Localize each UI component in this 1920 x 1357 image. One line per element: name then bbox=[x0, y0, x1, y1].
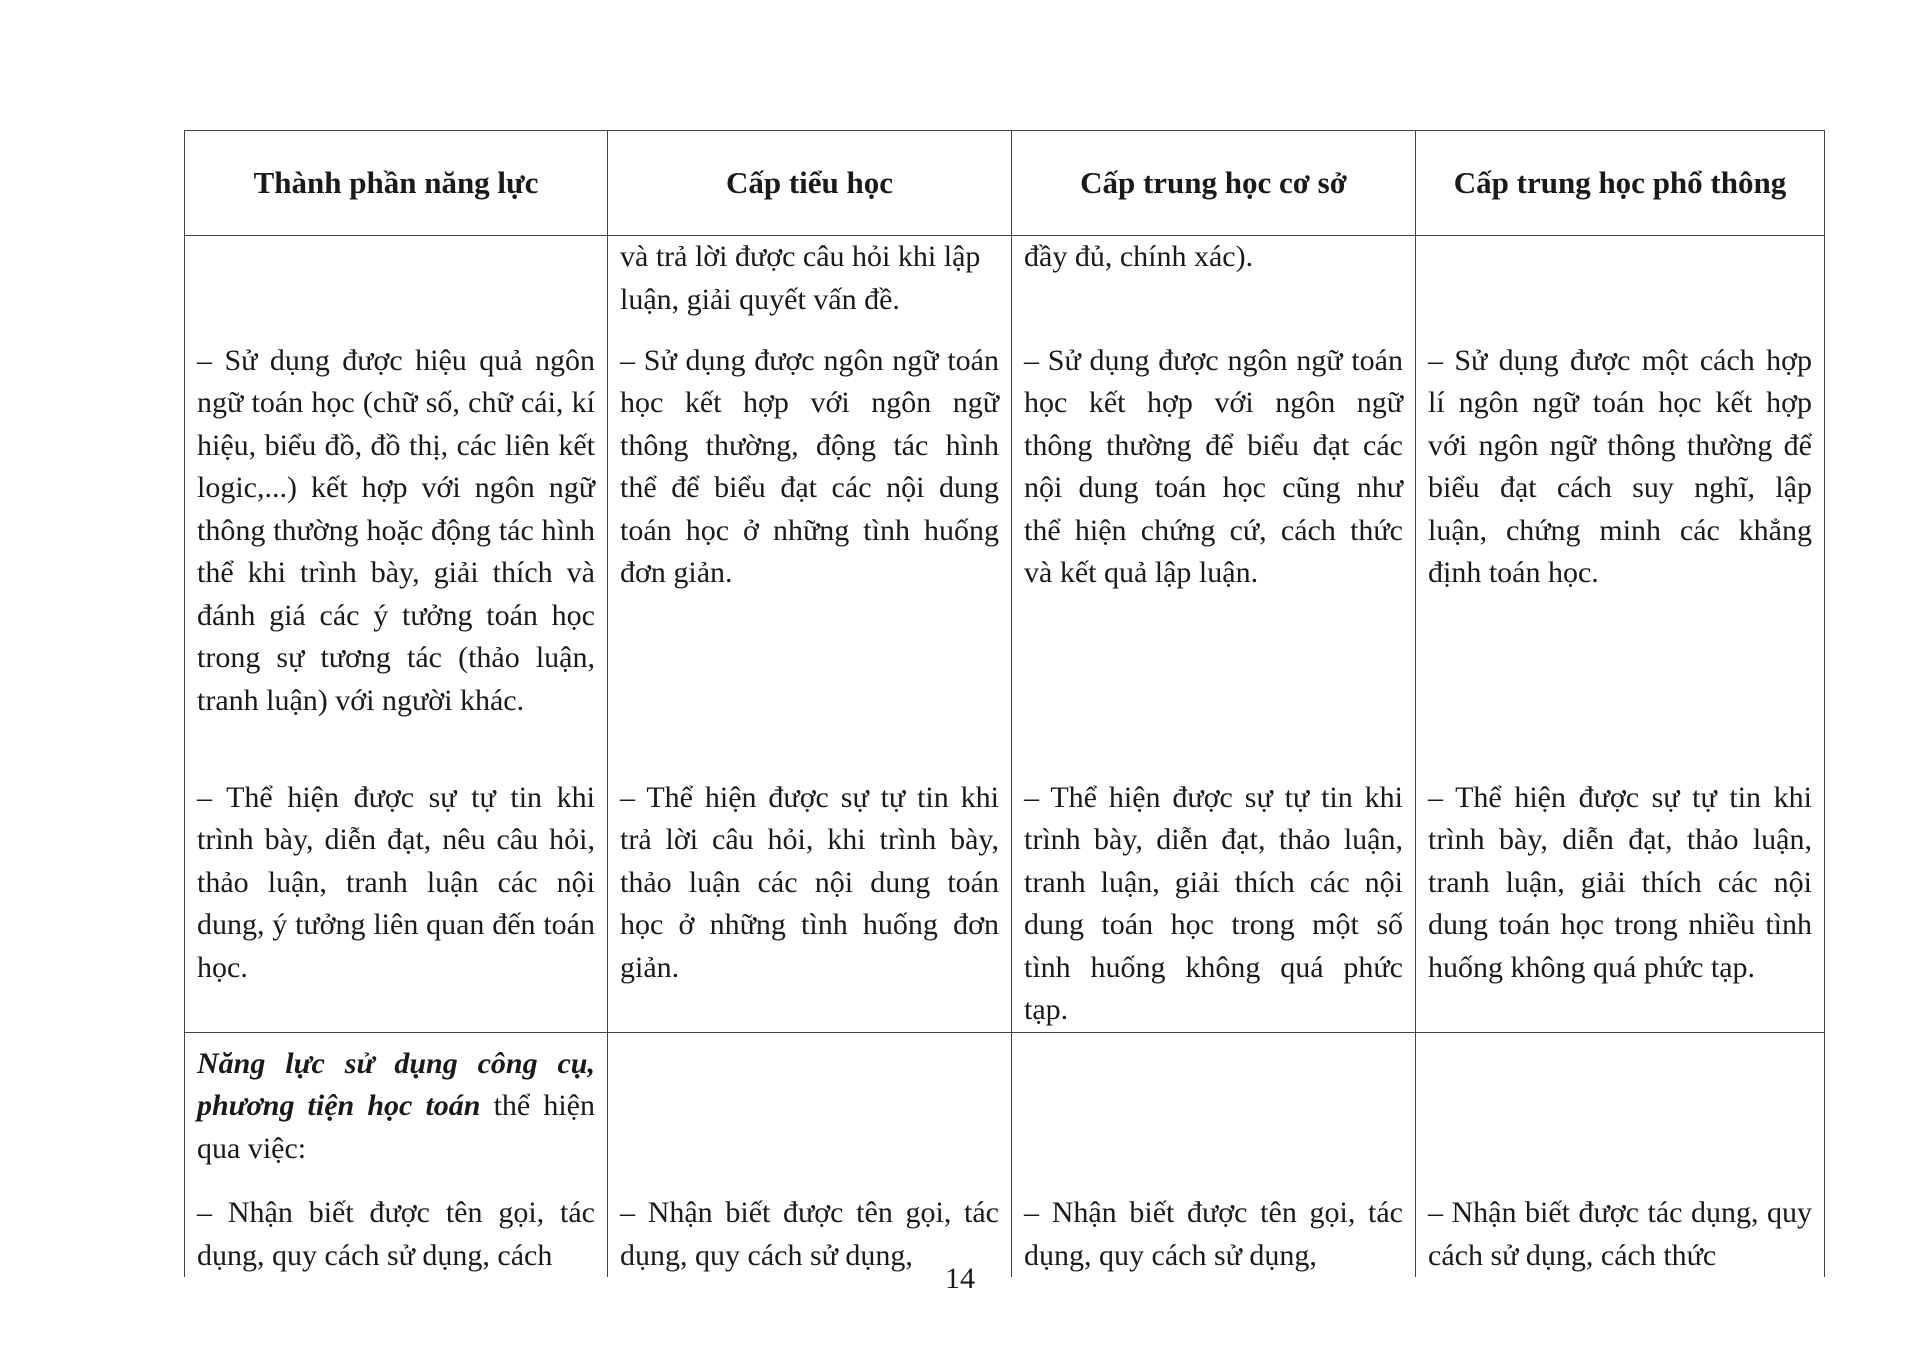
cell-primary bbox=[608, 1032, 1012, 1192]
cell-primary: – Nhận biết được tên gọi, tác dụng, quy cách sử dụng, bbox=[608, 1192, 1012, 1277]
cell-upper-secondary: – Sử dụng được một cách hợp lí ngôn ngữ toán học kết hợp với ngôn ngữ thông thường để biểu đạt cách suy nghĩ, lập luận, chứng minh các khẳng định toán học. bbox=[1416, 340, 1825, 777]
cell-upper-secondary: – Nhận biết được tác dụng, quy cách sử dụng, cách thức bbox=[1416, 1192, 1825, 1277]
cell-competency bbox=[185, 1032, 608, 1192]
page-number: 14 bbox=[945, 1262, 975, 1295]
cell-lower-secondary: – Nhận biết được tên gọi, tác dụng, quy cách sử dụng, bbox=[1012, 1192, 1416, 1277]
cell-competency: – Thể hiện được sự tự tin khi trình bày, diễn đạt, nêu câu hỏi, thảo luận, tranh luận các nội dung, ý tưởng liên quan đến toán học. bbox=[185, 777, 608, 1033]
cell-lower-secondary: đầy đủ, chính xác). bbox=[1012, 236, 1416, 340]
cell-upper-secondary bbox=[1416, 236, 1825, 340]
cell-lower-secondary: – Thể hiện được sự tự tin khi trình bày, diễn đạt, thảo luận, tranh luận, giải thích các nội dung toán học trong một số tình huống không quá phức tạp. bbox=[1012, 777, 1416, 1033]
cell-primary: – Sử dụng được ngôn ngữ toán học kết hợp với ngôn ngữ thông thường, động tác hình thể để biểu đạt các nội dung toán học ở những tình huống đơn giản. bbox=[608, 340, 1012, 777]
cell-lower-secondary: – Sử dụng được ngôn ngữ toán học kết hợp với ngôn ngữ thông thường để biểu đạt các nội dung toán học cũng như thể hiện chứng cứ, cách thức và kết quả lập luận. bbox=[1012, 340, 1416, 777]
cell-competency bbox=[185, 236, 608, 340]
table-row-tools-heading bbox=[185, 1032, 1825, 1192]
header-upper-secondary-level: Cấp trung học phổ thông bbox=[1416, 131, 1825, 236]
table-row-continued bbox=[185, 236, 1825, 340]
cell-primary: và trả lời được câu hỏi khi lập luận, giải quyết vấn đề. bbox=[608, 236, 1012, 340]
cell-upper-secondary bbox=[1416, 1032, 1825, 1192]
cell-primary: – Thể hiện được sự tự tin khi trả lời câu hỏi, khi trình bày, thảo luận các nội dung toán học ở những tình huống đơn giản. bbox=[608, 777, 1012, 1033]
header-primary-level: Cấp tiểu học bbox=[608, 131, 1012, 236]
table-row-confidence bbox=[185, 777, 1825, 1033]
cell-competency: – Sử dụng được hiệu quả ngôn ngữ toán học (chữ số, chữ cái, kí hiệu, biểu đồ, đồ thị, các liên kết logic,...) kết hợp với ngôn ngữ thông thường hoặc động tác hình thể khi trình bày, giải thích và đánh giá các ý tưởng toán học trong sự tương tác (thảo luận, tranh luận) với người khác. bbox=[185, 340, 608, 777]
table-header-row bbox=[185, 131, 1825, 236]
cell-lower-secondary bbox=[1012, 1032, 1416, 1192]
cell-upper-secondary: – Thể hiện được sự tự tin khi trình bày, diễn đạt, thảo luận, tranh luận, giải thích các nội dung toán học trong nhiều tình huống không quá phức tạp. bbox=[1416, 777, 1825, 1033]
competency-table bbox=[184, 130, 1825, 1277]
header-lower-secondary-level: Cấp trung học cơ sở bbox=[1012, 131, 1416, 236]
cell-competency: – Nhận biết được tên gọi, tác dụng, quy cách sử dụng, cách bbox=[185, 1192, 608, 1277]
table-row-math-language bbox=[185, 340, 1825, 777]
header-competency-component: Thành phần năng lực bbox=[185, 131, 608, 236]
tools-competency-heading: Năng lực sử dụng công cụ, phương tiện học toán thể hiện qua việc: bbox=[197, 1046, 595, 1165]
